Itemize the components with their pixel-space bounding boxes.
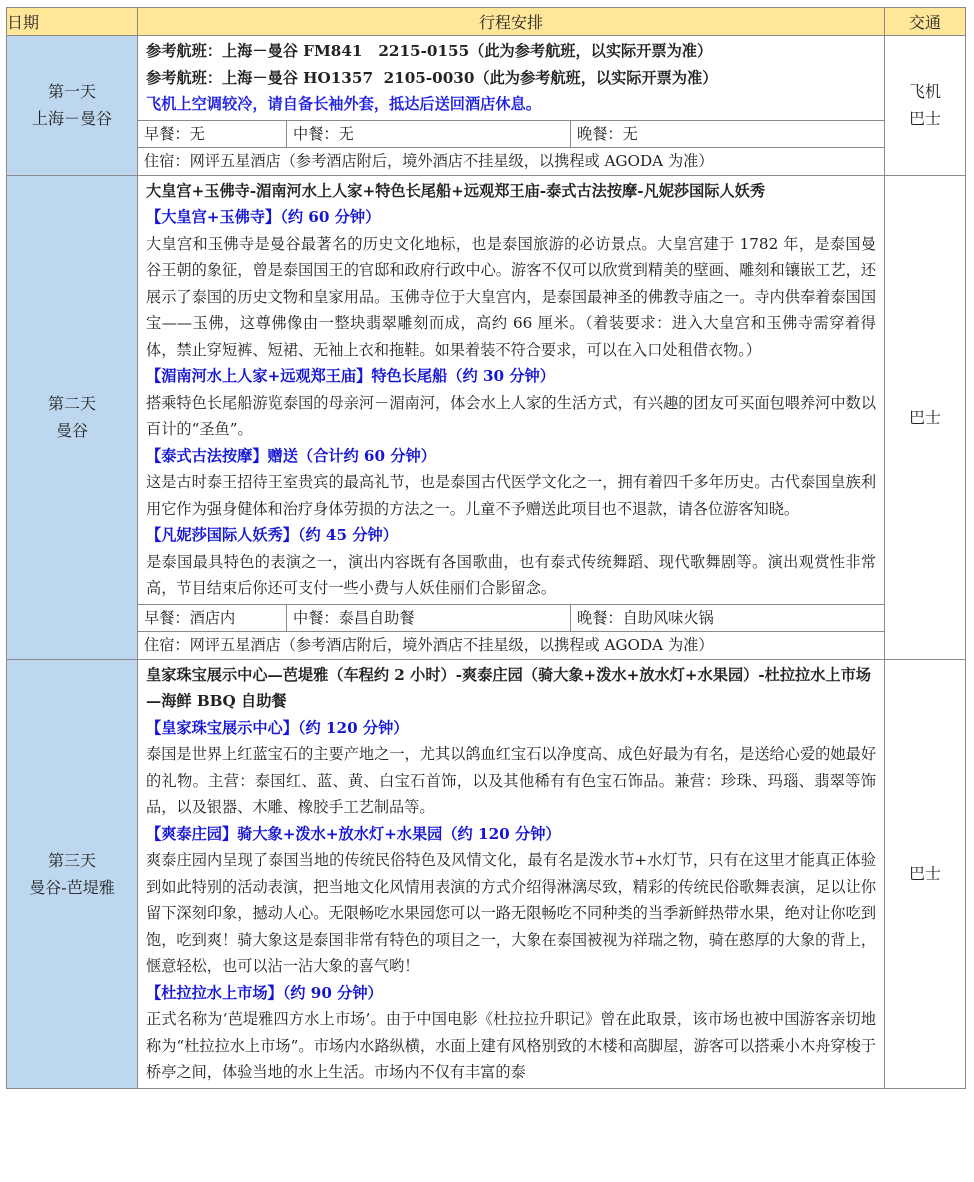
day1-date-cell [7, 36, 138, 176]
header-transport: 交通 [885, 8, 966, 36]
day1-flight-2: 参考航班：上海－曼谷 HO1357 2105-0030（此为参考航班，以实际开票为准） [146, 68, 718, 87]
day1-route: 上海－曼谷 [31, 109, 112, 129]
day1-row [7, 36, 966, 176]
day2-route: 曼谷 [55, 421, 88, 440]
day1-notice: 飞机上空调较冷，请自备长袖外套，抵达后送回酒店休息。 [146, 95, 541, 113]
day2-hotel: 住宿：网评五星酒店（参考酒店附后，境外酒店不挂星级，以携程或 AGODA 为准） [138, 631, 884, 659]
day2-date-cell [7, 175, 138, 659]
day2-breakfast: 早餐：酒店内 [138, 605, 287, 631]
day1-meals [138, 120, 884, 147]
day1-flight-1: 参考航班：上海－曼谷 FM841 2215-0155（此为参考航班，以实际开票为准） [146, 42, 713, 60]
day2-lunch: 中餐：泰昌自助餐 [287, 605, 571, 631]
day1-transport-2: 巴士 [908, 109, 941, 129]
day1-day: 第一天 [47, 82, 96, 102]
day2-dinner: 晚餐：自助风味火锅 [577, 608, 714, 627]
day1-hotel: 住宿：网评五星酒店（参考酒店附后，境外酒店不挂星级，以携程或 AGODA 为准） [138, 147, 884, 175]
day2-row [7, 175, 966, 659]
day1-transport-1: 飞机 [908, 82, 941, 102]
day3-section-heading: 【爽泰庄园】骑大象+泼水+放水灯+水果园（约 120 分钟） [146, 824, 561, 843]
day3-section-heading: 【杜拉拉水上市场】（约 90 分钟） [146, 983, 383, 1002]
day3-row [7, 659, 966, 1088]
day3-transport-cell [885, 659, 966, 1088]
day1-breakfast: 早餐：无 [138, 121, 287, 147]
day3-transport: 巴士 [908, 864, 941, 883]
day2-section-text: 搭乘特色长尾船游览泰国的母亲河－湄南河，体会水上人家的生活方式，有兴趣的团友可买面包喂养河中数以百计的“圣鱼”。 [146, 393, 876, 438]
day3-section-text: 正式名称为‘芭堤雅四方水上市场’。由于中国电影《杜拉拉升职记》曾在此取景，该市场也被中国游客亲切地称为“杜拉拉水上市场”。市场内水路纵横，水面上建有风格别致的木楼和高脚屋，游客可以搭乘小木舟穿梭于桥亭之间，体验当地的水上生活。市场内不仅有丰富的泰 [146, 1010, 876, 1081]
day2-section-heading: 【泰式古法按摩】赠送（合计约 60 分钟） [146, 446, 436, 465]
header-row [7, 8, 966, 36]
day1-lunch: 中餐：无 [287, 121, 571, 147]
day2-day: 第二天 [47, 394, 96, 413]
day3-route: 曼谷-芭堤雅 [29, 877, 115, 897]
day2-meals [138, 604, 884, 631]
day3-day: 第三天 [47, 850, 96, 870]
day2-transport-cell [885, 175, 966, 659]
day2-section-heading: 【凡妮莎国际人妖秀】（约 45 分钟） [146, 526, 398, 544]
day2-section-text: 这是古时泰王招待王室贵宾的最高礼节，也是泰国古代医学文化之一，拥有着四千多年历史。古代泰国皇族利用它作为强身健体和治疗身体劳损的方法之一。儿童不予赠送此项目也不退款，请各位游客知晓。 [146, 473, 876, 518]
day3-section-text: 泰国是世界上红蓝宝石的主要产地之一，尤其以鸽血红宝石以净度高、成色好最为有名，是送给心爱的她最好的礼物。主营：泰国红、蓝、黄、白宝石首饰，以及其他稀有有色宝石饰品。兼营：珍珠、玛瑙、翡翠等饰品，以及银器、木雕、橡胶手工艺制品等。 [146, 745, 876, 816]
day3-section-heading: 【皇家珠宝展示中心】（约 120 分钟） [146, 718, 409, 737]
day2-section-text: 大皇宫和玉佛寺是曼谷最著名的历史文化地标，也是泰国旅游的必访景点。大皇宫建于 1782 年，是泰国曼谷王朝的象征，曾是泰国国王的官邸和政府行政中心。游客不仅可以欣赏到精美的壁画、雕刻和镶嵌工艺，还展示了泰国的历史文物和皇家用品。玉佛寺位于大皇宫内，是泰国最神圣的佛教寺庙之一。寺内供奉着泰国国宝——玉佛，这尊佛像由一整块翡翠雕刻而成，高约 66 厘米。（着装要求：进入大皇宫和玉佛寺需穿着得体，禁止穿短裤、短裙、无袖上衣和拖鞋。如果着装不符合要求，可以在入口处租借衣物。） [146, 234, 876, 359]
day2-section-text: 是泰国最具特色的表演之一，演出内容既有各国歌曲，也有泰式传统舞蹈、现代歌舞剧等。演出观赏性非常高，节目结束后你还可支付一些小费与人妖佳丽们合影留念。 [146, 552, 876, 597]
header-plan: 行程安排 [138, 8, 885, 36]
day3-date-cell [7, 659, 138, 1088]
day3-plan-cell [138, 659, 885, 1088]
day2-title: 大皇宫+玉佛寺-湄南河水上人家+特色长尾船+远观郑王庙-泰式古法按摩-凡妮莎国际人妖秀 [146, 181, 766, 200]
day2-plan-cell [138, 175, 885, 659]
day1-transport-cell [885, 36, 966, 176]
itinerary-table [6, 7, 966, 1089]
header-date: 日期 [7, 8, 138, 36]
day3-title: 皇家珠宝展示中心—芭堤雅（车程约 2 小时）-爽泰庄园（骑大象+泼水+放水灯+水果园）-杜拉拉水上市场—海鲜 BBQ 自助餐 [146, 665, 871, 710]
day2-transport: 巴士 [908, 407, 941, 427]
day3-section-text: 爽泰庄园内呈现了泰国当地的传统民俗特色及风情文化，最有名是泼水节+水灯节，只有在这里才能真正体验到如此特别的活动表演，把当地文化风情用表演的方式介绍得淋漓尽致，精彩的传统民俗歌舞表演，足以让你留下深刻印象，撼动人心。无限畅吃水果园您可以一路无限畅吃不同种类的当季新鲜热带水果，绝对让你吃到饱，吃到爽！骑大象这是泰国非常有特色的项目之一，大象在泰国被视为祥瑞之物，骑在憨厚的大象的背上，惬意轻松，也可以沾一沾大象的喜气哟！ [146, 851, 876, 975]
day1-dinner: 晚餐：无 [577, 124, 638, 143]
day2-section-heading: 【湄南河水上人家+远观郑王庙】特色长尾船（约 30 分钟） [146, 367, 555, 385]
day1-plan-cell [138, 36, 885, 176]
day2-section-heading: 【大皇宫+玉佛寺】（约 60 分钟） [146, 208, 381, 226]
